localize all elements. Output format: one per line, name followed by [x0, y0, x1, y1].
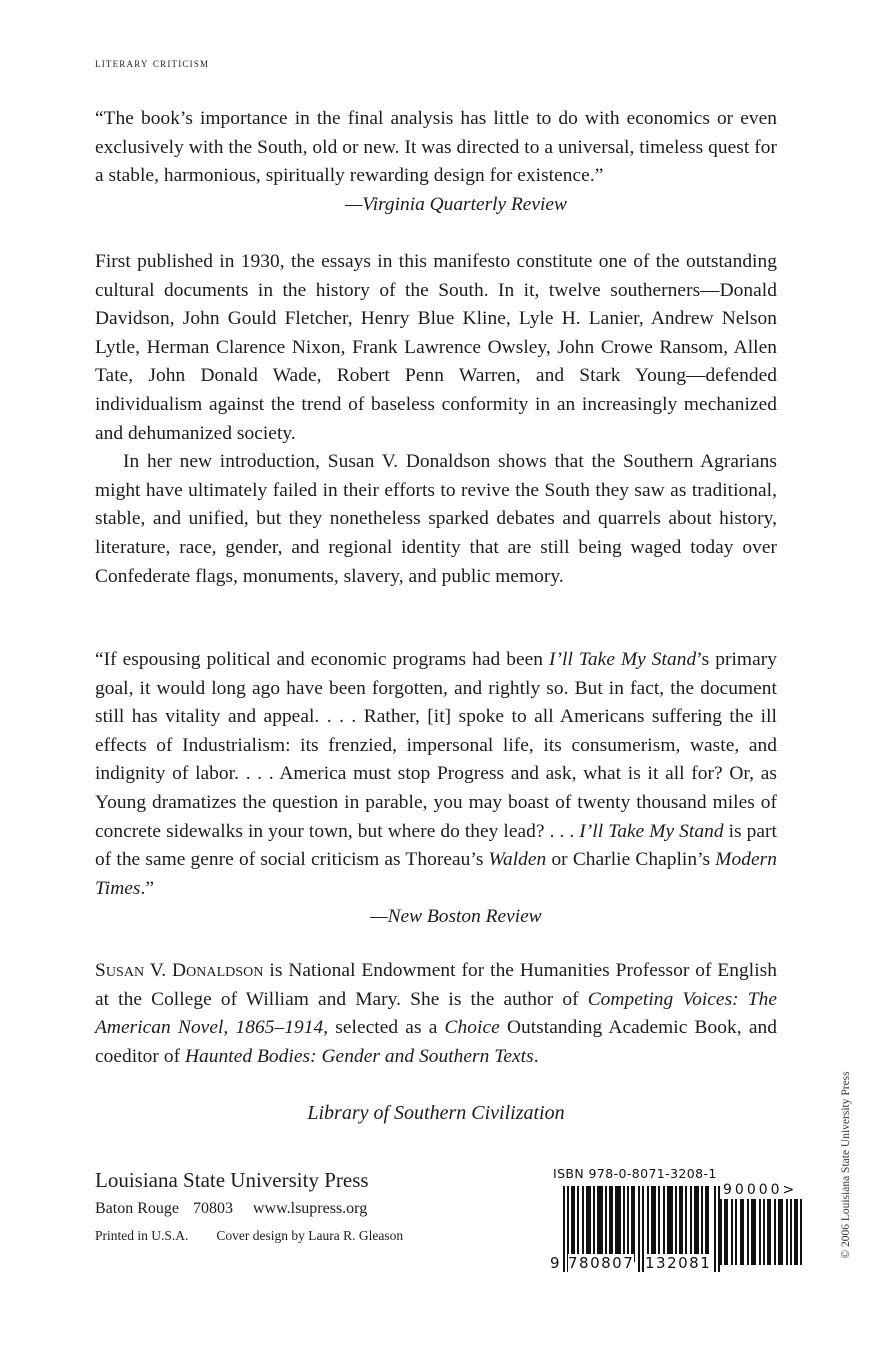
- quote-text: [95, 646, 777, 903]
- description-paragraph-2: In her new introduction, Susan V. Donaldson shows that the Southern Agrarians might have ultimately failed in their efforts to revive the South they saw as traditional, stable, and unified, but they nonetheless sparked debates and quarrels about history, literature, race, gender, and regional identity that are still being waged today over Confederate flags, monuments, slavery, and public memory.: [95, 451, 777, 587]
- quote-text: “The book’s importance in the final analysis has little to do with economics or even exclusively with the South, old or new. It was directed to a universal, timeless quest for a stable, harmonious, spiritually rewarding design for existence.”: [95, 108, 777, 187]
- copyright-notice: © 2006 Louisiana State University Press: [840, 1071, 852, 1259]
- isbn-label: ISBN 978-0-8071-3208-1: [553, 1166, 717, 1181]
- cover-design-credit: Cover design by Laura R. Gleason: [216, 1228, 404, 1243]
- quote-segment: “If espousing political and economic programs had been: [95, 649, 550, 670]
- ean-right-digits: 132081: [645, 1254, 712, 1272]
- book-title: Haunted Bodies: Gender and Southern Texts: [184, 1045, 534, 1067]
- bio-segment: is National Endowment for the Humanities Professor of English at the College of William and Mary. She is the author of: [95, 960, 778, 1010]
- book-description: [95, 248, 777, 591]
- quote-segment: or Charlie Chaplin’s: [546, 849, 716, 871]
- author-name: Susan V. Donaldson: [95, 960, 264, 981]
- ean-first-digit: 9: [550, 1254, 560, 1272]
- bio-text: [95, 957, 777, 1071]
- description-paragraph-1: First published in 1930, the essays in this manifesto constitute one of the outstanding cultural documents in the history of the South. In it, twelve southerners—Donald Davidson, John Gould Fletcher, Henry Blue Kline, Lyle H. Lanier, Andrew Nelson Lytle, Herman Clarence Nixon, Frank Lawrence Owsley, John Crowe Ransom, Allen Tate, John Donald Wade, Robert Penn Warren, and Stark Young—defended individualism against the trend of baseless conformity in an increasingly mechanized and dehumanized society.: [95, 251, 777, 444]
- category-label: literary criticism: [95, 56, 210, 70]
- quote-segment: is part of the same genre of social criticism as Thoreau’s: [95, 820, 777, 871]
- quote-attribution: —New Boston Review: [370, 906, 542, 928]
- review-quote-2: [95, 646, 777, 932]
- film-title: Modern Times: [95, 849, 777, 899]
- bio-segment: Outstanding Academic Book, and coeditor of: [95, 1017, 777, 1067]
- book-title: Walden: [488, 849, 547, 871]
- publisher-block: [95, 1165, 403, 1249]
- publisher-name: Louisiana State University Press: [95, 1168, 369, 1192]
- magazine-title: Choice: [444, 1017, 500, 1039]
- publisher-city: Baton Rouge: [95, 1200, 179, 1217]
- supplement-barcode-bars: [720, 1199, 802, 1265]
- price-code: 90000>: [723, 1182, 798, 1198]
- publisher-address: [95, 1195, 403, 1223]
- publisher-website[interactable]: www.lsupress.org: [253, 1200, 368, 1217]
- print-credits: [95, 1223, 403, 1249]
- ean-left-digits: 780807: [568, 1254, 635, 1272]
- quote-attribution: —Virginia Quarterly Review: [345, 193, 567, 215]
- quote-segment: .”: [140, 877, 155, 899]
- quote-segment: ’s primary goal, it would long ago have been forgotten, and rightly so. But in fact, the document still has vitality and appeal. . . . Rather, [it] spoke to all Americans suffering the ill effects of Industrialism: its frenzied, impersonal life, its consumerism, waste, and indignity of labor. . . . America must stop Progress and ask, what is it all for? Or, as Young dramatizes the question in parable, you may boast of twenty thousand miles of concrete sidewalks in your town, but where do they lead? . . .: [95, 649, 777, 842]
- book-title: Competing Voices: The American Novel, 1865–1914: [95, 988, 777, 1039]
- author-bio: [95, 957, 777, 1071]
- series-name: Library of Southern Civilization: [307, 1102, 565, 1124]
- publisher-zip: 70803: [193, 1200, 233, 1217]
- book-title: I’ll Take My Stand: [549, 649, 697, 670]
- isbn-barcode: [550, 1166, 810, 1281]
- review-quote-1: [95, 105, 777, 219]
- printed-in: Printed in U.S.A.: [95, 1228, 189, 1243]
- bio-segment: , selected as a: [323, 1017, 445, 1039]
- book-title: I’ll Take My Stand: [579, 820, 724, 842]
- bio-segment: .: [533, 1045, 539, 1067]
